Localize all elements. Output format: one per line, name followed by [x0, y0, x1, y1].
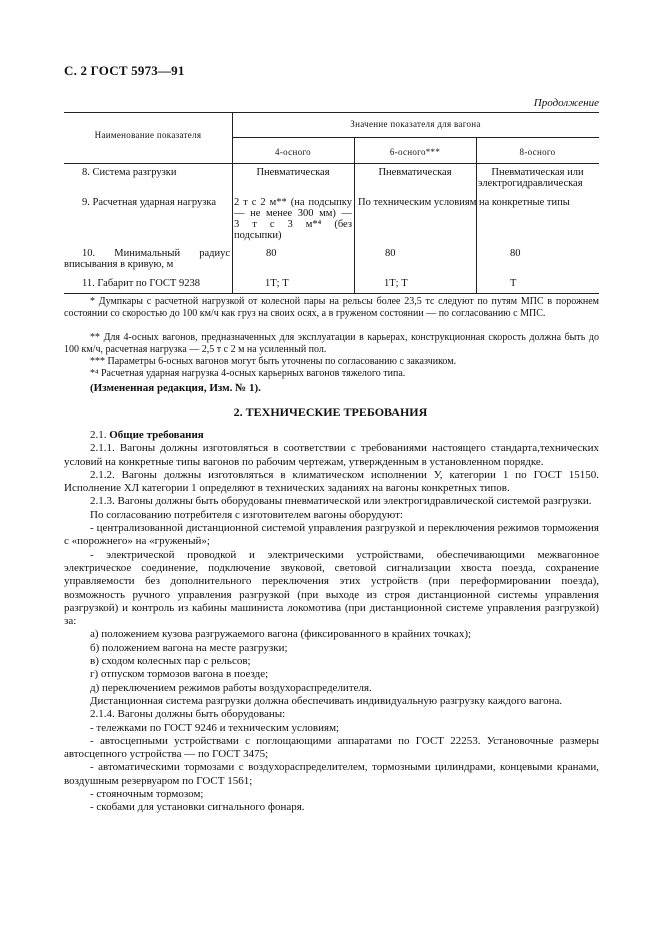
table-cell: Пневматическая — [378, 167, 452, 178]
subsection-heading: 2.1. Общие требования — [90, 429, 204, 441]
footnote: ** Для 4-осных вагонов, предназначенных для эксплуатации в карьерах, конструкционная скорость должна быть до 100 км/ч, расчетная нагрузка — 2,5 т с 2 м на усиленный пол. — [64, 332, 599, 355]
paragraph: 2.1.2. Вагоны должны изготовляться в климатическом исполнении У, категории 1 по ГОСТ 15150. Исполнение ХЛ категории 1 определяют в технических заданиях на вагоны конкретных типов. — [64, 468, 599, 495]
table-cell: 10. Минимальный радиус — [82, 248, 230, 259]
table-cell: 2 т с 2 м** (на подсыпку — [234, 197, 352, 208]
paragraph: - автосцепными устройствами с поглощающими аппаратами по ГОСТ 22253. Установочные размеры автосцепного устройства — по ГОСТ 3475; — [64, 734, 599, 761]
footnote: *⁴ Расчетная ударная нагрузка 4-осных карьерных вагонов тяжелого типа. — [90, 368, 406, 379]
amendment-note: (Измененная редакция, Изм. № 1). — [90, 382, 261, 394]
continued-label: Продолжение — [533, 97, 599, 109]
list-item: б) положением вагона на месте разгрузки; — [90, 641, 288, 654]
paragraph: 2.1.1. Вагоны должны изготовляться в соответствии с требованиями настоящего стандарта,технических условий на конкретные типы вагонов по рабочим чертежам, утвержденным в установленном порядке. — [64, 442, 599, 468]
col-header-name: Наименование показателя — [94, 130, 202, 140]
table-header-rule — [64, 163, 599, 164]
table-col-divider — [354, 137, 355, 293]
col-header-8: 8-осного — [519, 147, 556, 157]
table-cell: подсыпки) — [234, 230, 282, 241]
table-top-rule — [64, 112, 599, 113]
paragraph: - скобами для установки сигнального фонаря. — [90, 801, 305, 814]
paragraph: - стояночным тормозом; — [90, 788, 204, 801]
table-cell: электрогидравлическая — [478, 178, 583, 189]
table-cell: 80 — [266, 248, 277, 259]
col-header-6: 6-осного*** — [389, 147, 441, 157]
table-bottom-rule — [64, 293, 599, 294]
table-cell: вписывания в кривую, м — [64, 259, 174, 270]
table-col-divider — [232, 112, 233, 293]
table-cell: Пневматическая или — [491, 167, 584, 178]
list-item: в) сходом колесных пар с рельсов; — [90, 655, 251, 668]
table-cell: 3 т с 3 м*⁴ (без — [234, 219, 352, 230]
paragraph: - централизованной дистанционной системой управления разгрузкой и переключения режимов торможения с «порожнего» на «груженый»; — [64, 522, 599, 548]
table-cell: 9. Расчетная ударная нагрузка — [82, 197, 216, 208]
col-header-4: 4-осного — [275, 147, 311, 157]
table-col-divider — [476, 137, 477, 293]
table-cell: 80 — [510, 248, 521, 259]
paragraph: По согласованию потребителя с изготовителем вагоны оборудуют: — [90, 508, 403, 521]
table-cell: Т — [510, 278, 517, 289]
paragraph: - тележками по ГОСТ 9246 и техническим условиям; — [90, 721, 340, 734]
page-header: С. 2 ГОСТ 5973—91 — [64, 63, 185, 78]
footnote: *** Параметры 6-осных вагонов могут быть уточнены по согласованию с заказчиком. — [90, 356, 457, 367]
table-cell: 11. Габарит по ГОСТ 9238 — [82, 278, 200, 289]
table-cell: По техническим условиям на конкретные типы — [358, 197, 570, 208]
table-cell: 1Т; Т — [265, 278, 289, 289]
paragraph: 2.1.4. Вагоны должны быть оборудованы: — [90, 708, 286, 721]
footnote: * Думпкары с расчетной нагрузкой от колесной пары на рельсы более 23,5 тс следуют по путям МПС в порожнем состоянии со скоростью до 100 км/ч как груз на своих осях, а в груженом состоянии — по согласованию с МПС. — [64, 296, 599, 319]
table-group-rule — [232, 137, 599, 138]
table-cell: 8. Система разгрузки — [82, 167, 177, 178]
paragraph: Дистанционная система разгрузки должна обеспечивать индивидуальную разгрузку каждого вагона. — [90, 694, 563, 707]
table-cell: 80 — [385, 248, 396, 259]
list-item: г) отпуском тормозов вагона в поезде; — [90, 668, 269, 681]
paragraph: - электрической проводкой и электрическими устройствами, обеспечивающими межвагонное электрическое соединение, подключение звуковой, световой сигнализации хвоста поезда, сохранение управляемости без дополнительного переключения этих устройств (при переформировании поезда), возможность ручного управления разгрузкой (при выходе из строя дистанционной системы управления разгрузкой) и контроль из кабины машиниста локомотива (при дистанционной системе управления разгрузкой) за: — [64, 548, 599, 628]
table-cell: — не менее 300 мм) — — [234, 208, 352, 219]
body-text — [64, 429, 599, 815]
section-title: 2. ТЕХНИЧЕСКИЕ ТРЕБОВАНИЯ — [233, 405, 428, 419]
paragraph: - автоматическими тормозами с воздухораспределителем, тормозными цилиндрами, концевыми кранами, воздушным резервуаром по ГОСТ 1561; — [64, 761, 599, 787]
paragraph: 2.1.3. Вагоны должны быть оборудованы пневматической или электрогидравлической системой разгрузки. — [90, 495, 592, 508]
table-cell: Пневматическая — [256, 167, 330, 178]
col-header-group: Значение показателя для вагона — [350, 119, 481, 129]
list-item: д) переключением режимов работы воздухораспределителя. — [90, 681, 372, 694]
table-cell: 1Т; Т — [384, 278, 408, 289]
list-item: а) положением кузова разгружаемого вагона (фиксированного в крайних точках); — [90, 628, 472, 641]
